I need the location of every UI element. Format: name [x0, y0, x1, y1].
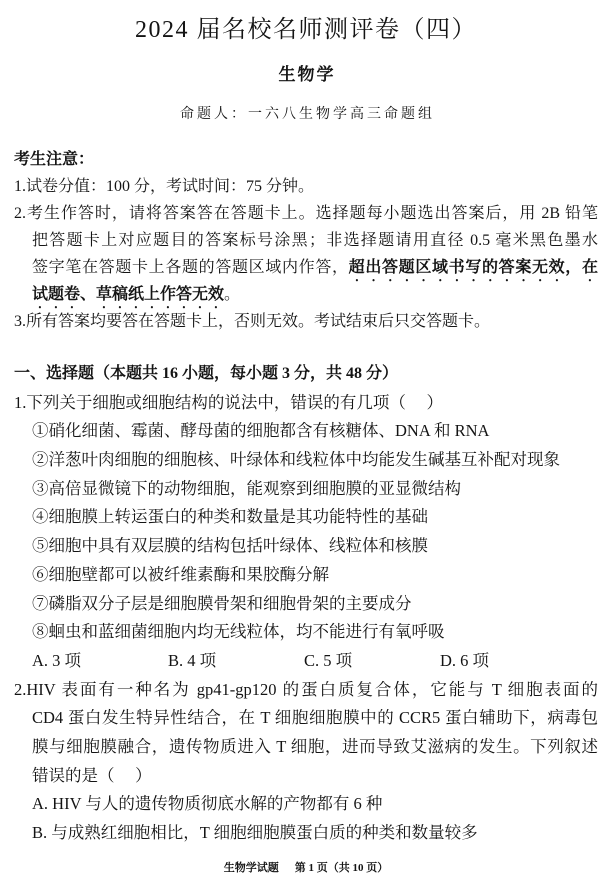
- question-1-statement-3: ③高倍显微镜下的动物细胞，能观察到细胞膜的亚显微结构: [32, 478, 461, 498]
- footer-subject: 生物学试题: [223, 862, 279, 874]
- instruction-item-2-line-2: 把答题卡上对应题目的答案标号涂黑；非选择题请用直径 0.5 毫米黑色墨水: [32, 232, 598, 249]
- instruction-item-2-line-4: [14, 281, 598, 308]
- exam-instructions: [14, 146, 598, 335]
- question-1-statement-6: ⑥细胞壁都可以被纤维素酶和果胶酶分解: [32, 564, 329, 584]
- instruction-plain-text: 签字笔在答题卡上各题的答题区域内作答，: [32, 259, 349, 276]
- question-1-statement-8: ⑧蛔虫和蓝细菌细胞内均无线粒体，均不能进行有氧呼吸: [32, 622, 445, 642]
- question-1-statement-5: ⑤细胞中具有双层膜的结构包括叶绿体、线粒体和核膜: [32, 536, 428, 556]
- instruction-emphasis-text: 超出答题区域书写的答案无效，在: [348, 259, 598, 276]
- page-footer: [0, 859, 612, 877]
- question-1-option-c: C. 5 项: [304, 650, 353, 670]
- question-1-options: [14, 647, 598, 676]
- question-1-statement-2: ②洋葱叶肉细胞的细胞核、叶绿体和线粒体中均能发生碱基互补配对现象: [32, 450, 560, 470]
- instructions-heading: 考生注意：: [14, 151, 95, 168]
- instruction-item-3: 3.所有答案均要答在答题卡上，否则无效。考试结束后只交答题卡。: [14, 313, 491, 330]
- question-2-stem-line-4: 错误的是（ ）: [32, 765, 152, 785]
- question-1-stem: 1.下列关于细胞或细胞结构的说法中，错误的有几项（ ）: [14, 392, 443, 412]
- instruction-item-2-line-1: 2.考生作答时，请将答案答在答题卡上。选择题每小题选出答案后，用 2B 铅笔: [14, 205, 598, 222]
- author-line: 命题人：一六八生物学高三命题组: [180, 107, 435, 122]
- question-2-option-a: A. HIV 与人的遗传物质彻底水解的产物都有 6 种: [32, 794, 383, 814]
- questions-section: [14, 360, 598, 848]
- question-1-option-d: D. 6 项: [440, 650, 490, 670]
- instruction-item-2-line-3: [14, 254, 598, 281]
- instruction-emphasis-text: 试题卷、草稿纸上作答无效: [32, 286, 225, 303]
- question-1-option-b: B. 4 项: [168, 650, 217, 670]
- question-1-statement-1: ①硝化细菌、霉菌、酵母菌的细胞都含有核糖体、DNA 和 RNA: [32, 421, 490, 441]
- subject-title: 生物学: [278, 65, 336, 84]
- exam-title: 2024 届名校名师测评卷（四）: [135, 17, 477, 43]
- instruction-plain-text: 。: [224, 286, 241, 303]
- question-2-stem-line-3: 膜与细胞膜融合，遗传物质进入 T 细胞，进而导致艾滋病的发生。下列叙述: [32, 736, 598, 756]
- instruction-item-1: 1.试卷分值：100 分，考试时间：75 分钟。: [14, 178, 315, 195]
- question-1-statement-7: ⑦磷脂双分子层是细胞膜骨架和细胞骨架的主要成分: [32, 593, 412, 613]
- question-2-stem-line-1: 2.HIV 表面有一种名为 gp41-gp120 的蛋白质复合体，它能与 T 细胞表面的: [14, 679, 598, 699]
- question-2-stem-line-2: CD4 蛋白发生特异性结合，在 T 细胞细胞膜中的 CCR5 蛋白辅助下，病毒包: [32, 708, 598, 728]
- footer-page-number: 第 1 页（共 10 页）: [294, 862, 389, 874]
- question-2-option-b: B. 与成熟红细胞相比，T 细胞细胞膜蛋白质的种类和数量较多: [32, 823, 478, 842]
- question-1-statement-4: ④细胞膜上转运蛋白的种类和数量是其功能特性的基础: [32, 507, 428, 527]
- question-1-option-a: A. 3 项: [32, 650, 82, 670]
- section-heading: 一、选择题（本题共 16 小题，每小题 3 分，共 48 分）: [14, 365, 399, 382]
